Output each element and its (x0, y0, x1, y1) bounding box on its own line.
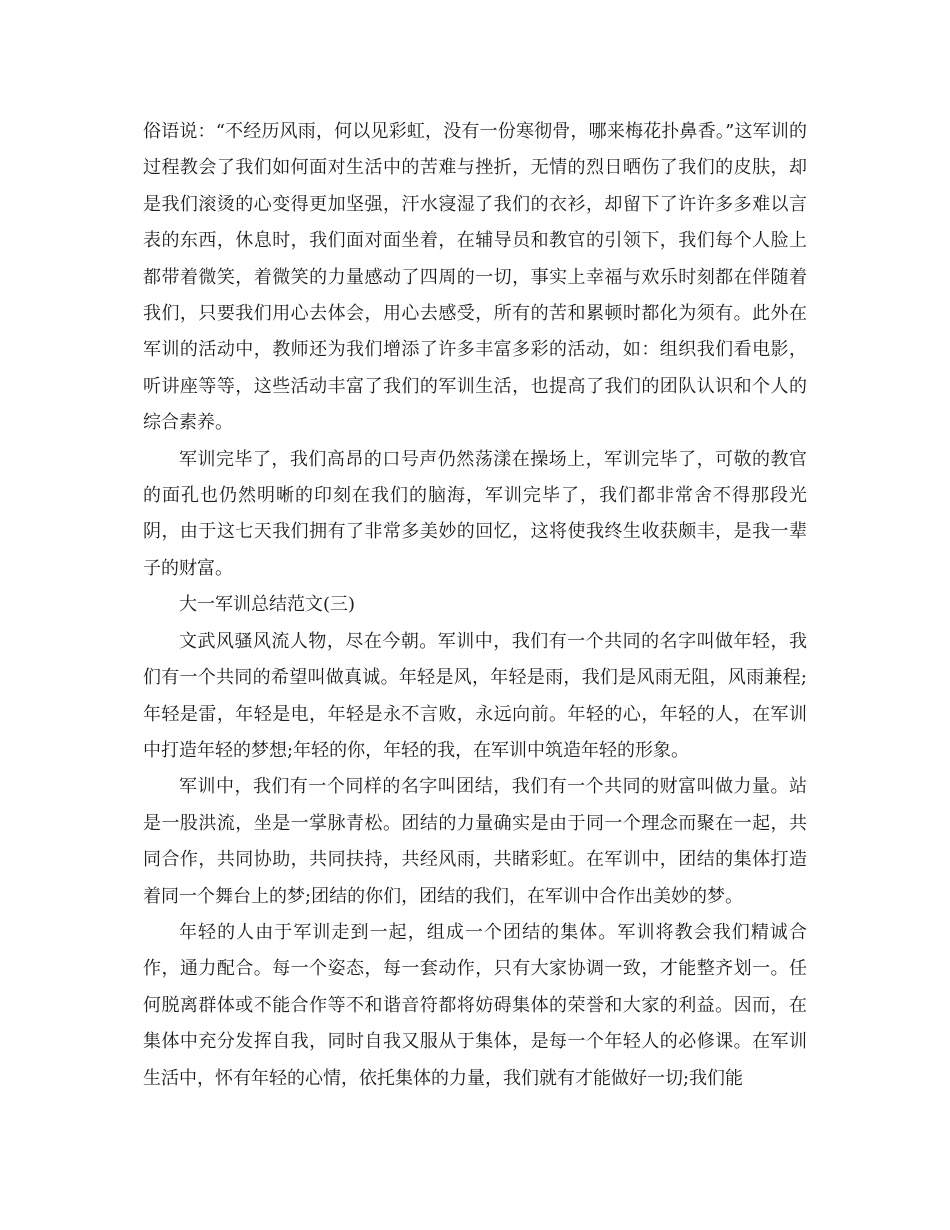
document-body (143, 114, 807, 1097)
section-heading: 大一军训总结范文(三) (179, 594, 356, 616)
paragraph-collective: 年轻的人由于军训走到一起，组成一个团结的集体。军训将教会我们精诚合作，通力配合。每一个姿态，每一套动作，只有大家协调一致，才能整齐划一。任何脱离群体或不能合作等不和谐音符都将妨碍集体的荣誉和大家的利益。因而，在集体中充分发挥自我，同时自我又服从于集体，是每一个年轻人的必修课。在军训生活中，怀有年轻的心情，依托集体的力量，我们就有才能做好一切;我们能 (143, 921, 807, 1089)
paragraph-youth: 文武风骚风流人物，尽在今朝。军训中，我们有一个共同的名字叫做年轻，我们有一个共同的希望叫做真诚。年轻是风，年轻是雨，我们是风雨无阻，风雨兼程;年轻是雷，年轻是电，年轻是永不言败，永远向前。年轻的心，年轻的人，在军训中打造年轻的梦想;年轻的你，年轻的我，在军训中筑造年轻的形象。 (143, 630, 807, 761)
paragraph-unity: 军训中，我们有一个同样的名字叫团结，我们有一个共同的财富叫做力量。站是一股洪流，坐是一掌脉青松。团结的力量确实是由于同一个理念而聚在一起，共同合作，共同协助，共同扶持，共经风雨，共睹彩虹。在军训中，团结的集体打造着同一个舞台上的梦;团结的你们，团结的我们，在军训中合作出美妙的梦。 (143, 776, 807, 907)
paragraph-opening: 俗语说：“不经历风雨，何以见彩虹，没有一份寒彻骨，哪来梅花扑鼻香。”这军训的过程教会了我们如何面对生活中的苦难与挫折，无情的烈日晒伤了我们的皮肤，却是我们滚烫的心变得更加坚强，汗水寖湿了我们的衣衫，却留下了许许多多难以言表的东西，休息时，我们面对面坐着，在辅导员和教官的引领下，我们每个人脸上都带着微笑，着微笑的力量感动了四周的一切，事实上幸福与欢乐时刻都在伴随着我们，只要我们用心去体会，用心去感受，所有的苦和累顿时都化为须有。此外在军训的活动中，教师还为我们增添了许多丰富多彩的活动，如：组织我们看电影，听讲座等等，这些活动丰富了我们的军训生活，也提高了我们的团队认识和个人的综合素养。 (143, 121, 807, 434)
paragraph-training-end: 军训完毕了，我们高昂的口号声仍然荡漾在操场上，军训完毕了，可敬的教官的面孔也仍然明晰的印刻在我们的脑海，军训完毕了，我们都非常舍不得那段光阴，由于这七天我们拥有了非常多美妙的回忆，这将使我终生收获颇丰，是我一辈子的财富。 (143, 448, 807, 579)
